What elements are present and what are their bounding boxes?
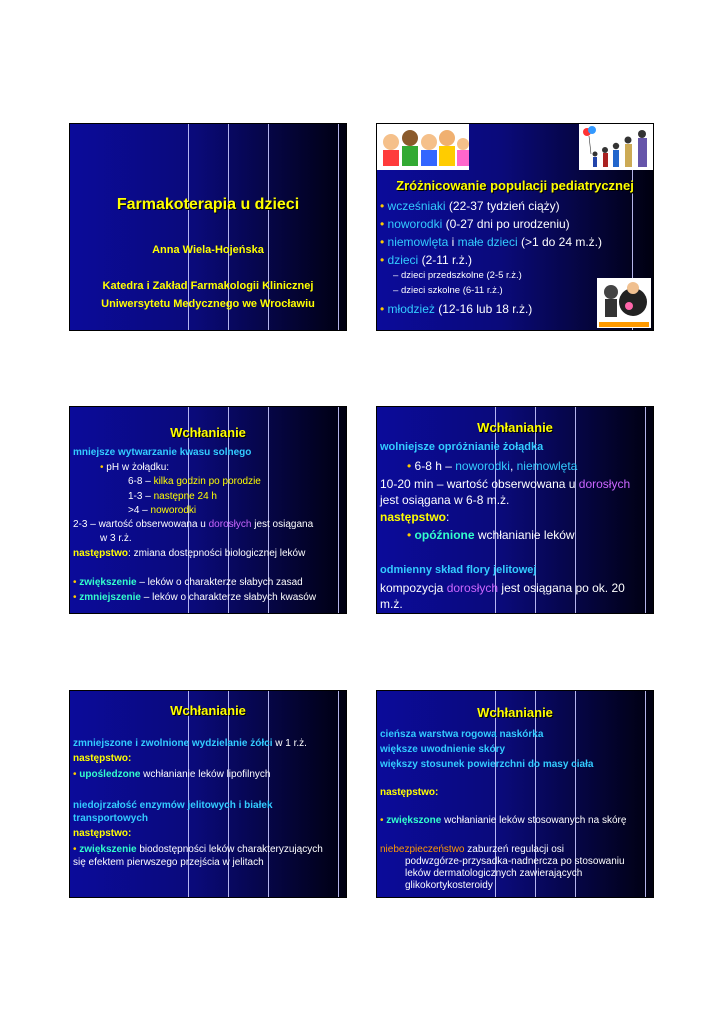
heading-line: cieńsza warstwa rogowa naskórka	[380, 729, 544, 740]
sub-list-item: – dzieci szkolne (6-11 r.ż.)	[393, 285, 503, 296]
text-line: kompozycja dorosłych jest osiągana po ok. 20	[380, 581, 625, 595]
heading-line: transportowych	[73, 813, 149, 824]
cartoon-illustration	[597, 278, 651, 328]
slide-title: Wchłanianie	[170, 425, 246, 440]
text-line: się efektem pierwszego przejścia w jelitach	[73, 857, 264, 868]
text-line: następstwo: zmiana dostępności biologicznej leków	[73, 548, 306, 559]
slide-6	[376, 690, 654, 898]
slide-2	[376, 123, 654, 331]
list-item: • pH w żołądku:	[100, 462, 170, 473]
text-line: w 3 r.ż.	[100, 533, 132, 544]
list-item: • zwiększenie biodostępności leków charakteryzujących	[73, 844, 323, 855]
slide-1	[69, 123, 347, 331]
family-growth-illustration	[579, 124, 653, 170]
slide-title: Wchłanianie	[477, 705, 553, 720]
list-item: • młodzież (12-16 lub 18 r.ż.)	[380, 302, 533, 316]
text-line: następstwo:	[73, 753, 132, 764]
text-line: leków dermatologicznych zawierających	[405, 868, 583, 879]
range-line: 1-3 – następne 24 h	[128, 491, 217, 502]
list-item: • niemowlęta i małe dzieci (>1 do 24 m.ż.)	[380, 235, 602, 249]
text-line: 2-3 – wartość obserwowana u dorosłych jest osiągana	[73, 519, 314, 530]
slide-title: Wchłanianie	[170, 703, 246, 718]
text-line: jest osiągana w 6-8 m.ż.	[380, 493, 510, 507]
author-name: Anna Wiela-Hojeńska	[152, 244, 264, 256]
list-item: • 6-8 h – noworodki, niemowlęta	[407, 459, 578, 473]
list-item: • upośledzone wchłanianie leków lipofilnych	[73, 769, 271, 780]
list-item: • zmniejszenie – leków o charakterze słabych kwasów	[73, 592, 317, 603]
heading-line: wolniejsze opróżnianie żołądka	[380, 441, 544, 453]
heading-line: odmienny skład flory jelitowej	[380, 564, 537, 576]
list-item: • noworodki (0-27 dni po urodzeniu)	[380, 217, 570, 231]
heading-line: większy stosunek powierzchni do masy ciała	[380, 759, 594, 770]
text-line: m.ż.	[380, 597, 403, 611]
slide-5	[69, 690, 347, 898]
slide-title: Wchłanianie	[477, 420, 553, 435]
slide-title: Zróżnicowanie populacji pediatrycznej	[396, 178, 634, 193]
department-line-2: Uniwersytetu Medycznego we Wrocławiu	[101, 298, 315, 310]
slide-title: Farmakoterapia u dzieci	[116, 196, 300, 213]
text-line: niebezpieczeństwo zaburzeń regulacji osi	[380, 844, 564, 855]
text-line: podwzgórze-przysadka-nadnercza po stosowaniu	[405, 856, 625, 867]
text-line: zmniejszone i zwolnione wydzielanie żółci w 1 r.ż.	[73, 738, 307, 749]
list-item: • zwiększenie – leków o charakterze słabych zasad	[73, 577, 303, 588]
range-line: 6-8 – kilka godzin po porodzie	[128, 476, 261, 487]
text-line: glikokortykosteroidy	[405, 880, 493, 891]
slide-3	[69, 406, 347, 614]
text-line: 10-20 min – wartość obserwowana u dorosłych	[380, 477, 631, 491]
list-item: • opóźnione wchłanianie leków	[407, 528, 575, 542]
text-line: następstwo:	[380, 787, 439, 798]
text-line: następstwo:	[380, 510, 450, 524]
children-illustration	[377, 124, 469, 170]
range-line: >4 – noworodki	[128, 505, 197, 516]
list-item: • zwiększone wchłanianie leków stosowanych na skórę	[380, 815, 627, 826]
list-item: • wcześniaki (22-37 tydzień ciąży)	[380, 199, 560, 213]
heading-line: niedojrzałość enzymów jelitowych i białek	[73, 800, 273, 811]
heading-line: większe uwodnienie skóry	[380, 744, 506, 755]
heading-line: mniejsze wytwarzanie kwasu solnego	[73, 447, 252, 458]
text-line: następstwo:	[73, 828, 132, 839]
slide-4	[376, 406, 654, 614]
sub-list-item: – dzieci przedszkolne (2-5 r.ż.)	[393, 270, 522, 281]
list-item: • dzieci (2-11 r.ż.)	[380, 253, 473, 267]
department-line-1: Katedra i Zakład Farmakologii Klinicznej	[102, 280, 314, 292]
